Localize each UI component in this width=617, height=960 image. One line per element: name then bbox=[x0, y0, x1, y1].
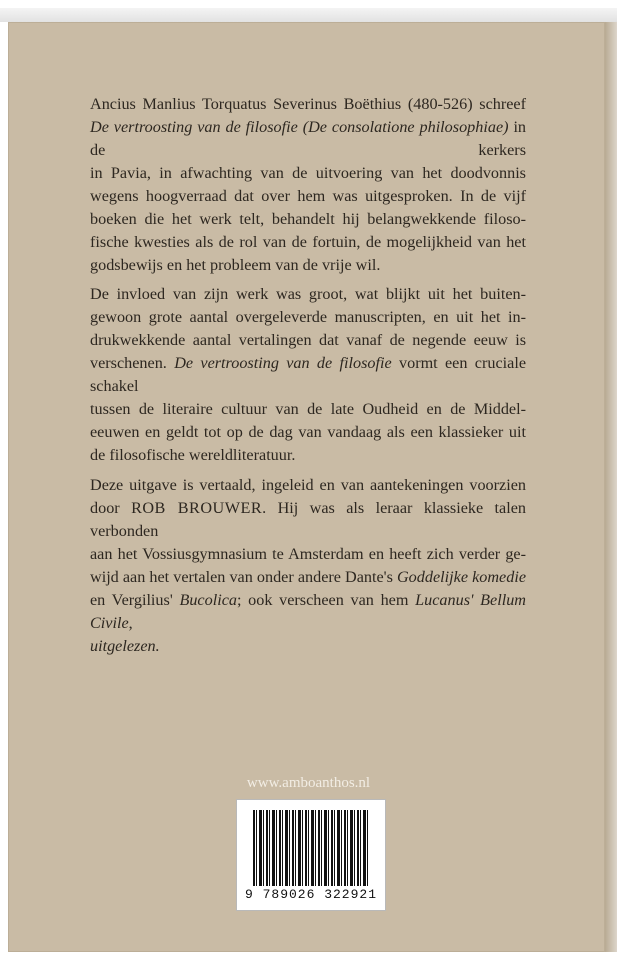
barcode bbox=[236, 799, 386, 911]
paragraph-1 bbox=[90, 93, 526, 277]
p1-line: Ancius Manlius Torquatus Severinus Boëthius (480-526) schreef bbox=[90, 95, 526, 113]
bucolica-title: Bucolica bbox=[179, 591, 237, 609]
p2-line: De invloed van zijn werk was groot, wat blijkt uit het buiten- bbox=[90, 285, 526, 303]
book-top-edge bbox=[0, 8, 617, 22]
p2-line: de filosofische wereldliteratuur. bbox=[90, 446, 296, 464]
book-title: De vertroosting van de filosofie bbox=[90, 118, 298, 136]
p3-line: door ROB BROUWER. Hij was als leraar klassieke talen verbonden bbox=[90, 499, 526, 540]
p1-line: boeken die het werk telt, behandelt hij belangwekkende filoso- bbox=[90, 210, 526, 228]
book-spine-edge bbox=[605, 22, 617, 952]
p3-line: en Vergilius' Bucolica; ook verscheen van hem Lucanus' Bellum Civile, bbox=[90, 591, 526, 632]
p2-line: gewoon grote aantal overgeleverde manuscripten, en uit het in- bbox=[90, 308, 526, 326]
isbn-number: 9 789026 322921 bbox=[244, 887, 378, 902]
p1-line: in Pavia, in afwachting van de uitvoering van het doodvonnis bbox=[90, 164, 526, 182]
p3-line: Deze uitgave is vertaald, ingeleid en van aantekeningen voorzien bbox=[90, 476, 526, 494]
p1-line: godsbewijs en het probleem van de vrije wil. bbox=[90, 256, 381, 274]
p2-line: drukwekkende aantal vertalingen dat vanaf de negende eeuw is bbox=[90, 331, 526, 349]
book-title: De vertroosting van de filosofie bbox=[174, 354, 392, 372]
latin-title: (De consolatione philosophiae) bbox=[302, 118, 509, 136]
p3-line bbox=[90, 635, 526, 658]
barcode-bars bbox=[253, 810, 369, 886]
p3-line: wijd aan het vertalen van onder andere Dante's Goddelijke komedie bbox=[90, 568, 527, 586]
paragraph-3 bbox=[90, 474, 526, 658]
p1-line: De vertroosting van de filosofie (De consolatione philosophiae) in de kerkers bbox=[90, 118, 527, 159]
translator-name: ROB BROUWER bbox=[131, 499, 263, 517]
paragraph-2 bbox=[90, 283, 526, 467]
lucanus-title: Lucanus' Bellum Civile bbox=[90, 591, 526, 632]
p1-line: wegens hoogverraad dat over hem was uitgesproken. In de vijf bbox=[90, 187, 526, 205]
p1-line: fische kwesties als de rol van de fortuin, de mogelijkheid van het bbox=[90, 233, 526, 251]
uitgelezen-title: uitgelezen. bbox=[90, 637, 160, 655]
p2-line: verschenen. De vertroosting van de filosofie vormt een cruciale schakel bbox=[90, 354, 527, 395]
p3-line: aan het Vossiusgymnasium te Amsterdam en heeft zich verder ge- bbox=[90, 545, 526, 563]
p2-line: eeuwen en geldt tot op de dag van vandaag als een klassieker uit bbox=[90, 423, 526, 441]
p2-line: tussen de literaire cultuur van de late Oudheid en de Middel- bbox=[90, 400, 526, 418]
publisher-website: www.amboanthos.nl bbox=[246, 775, 371, 791]
dante-title: Goddelijke komedie bbox=[396, 568, 527, 586]
